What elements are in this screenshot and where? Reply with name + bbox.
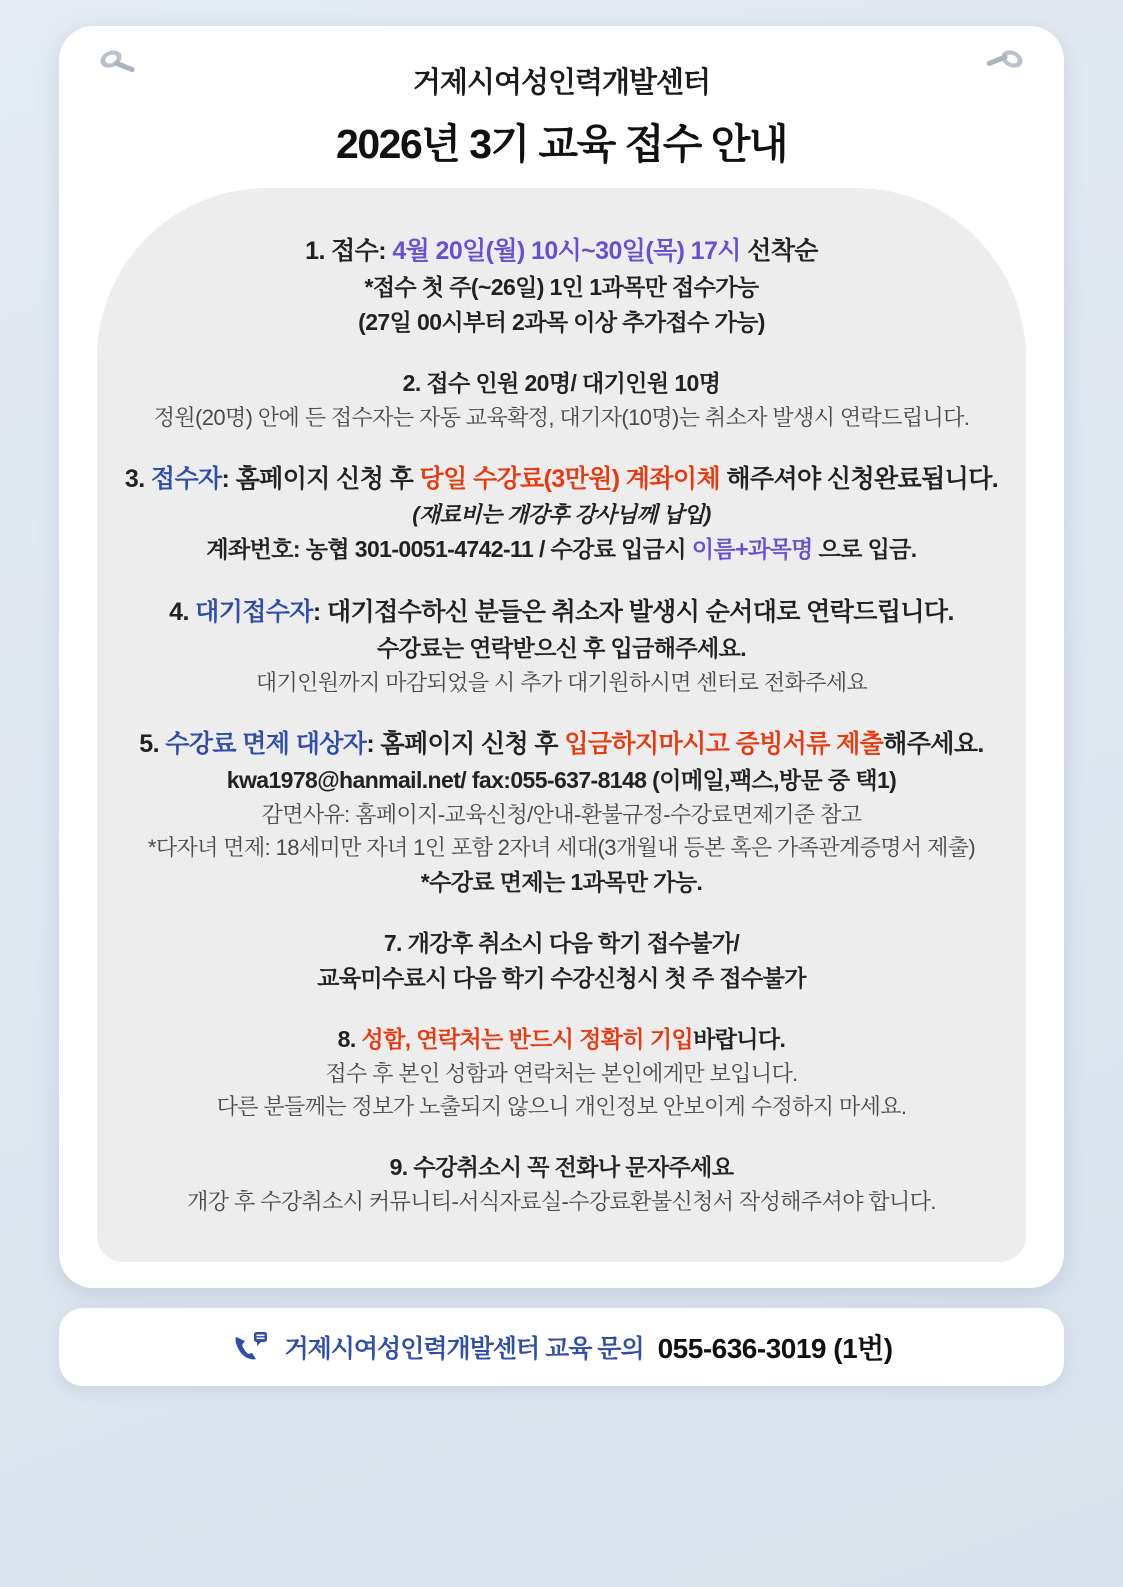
reception-prefix: 1. 접수: bbox=[305, 237, 393, 265]
reception-period: 4월 20일(월) 10시~30일(목) 17시 bbox=[392, 237, 741, 265]
section-reception bbox=[121, 232, 1002, 340]
reception-suffix: 선착순 bbox=[740, 237, 818, 265]
waiting-number: 4. bbox=[169, 597, 196, 626]
waiting-payment-note: 수강료는 연락받으신 후 입금해주세요. bbox=[376, 634, 747, 661]
organization-name: 거제시여성인력개발센터 bbox=[412, 67, 711, 99]
notice-body bbox=[97, 188, 1026, 1262]
section-waiting bbox=[121, 593, 1002, 699]
cancel-refund-form-note: 개강 후 수강취소시 커뮤니티-서식자료실-수강료환불신청서 작성해주셔야 합니다. bbox=[187, 1188, 936, 1214]
contact-accuracy-suffix: 바랍니다. bbox=[693, 1025, 786, 1052]
contact-accuracy-main bbox=[121, 1022, 1002, 1057]
exemption-contact: kwa1978@hanmail.net/ fax:055-637-8148 (이메일,팩스,방문 중 택1) bbox=[226, 767, 897, 794]
exemption-suffix: 해주세요. bbox=[883, 730, 984, 759]
section-capacity bbox=[121, 366, 1002, 434]
reception-extra-rule: (27일 00시부터 2과목 이상 추가접수 가능) bbox=[358, 308, 765, 335]
exemption-main-line bbox=[121, 725, 1002, 763]
exemption-number: 5. bbox=[139, 730, 166, 759]
exemption-course-limit: *수강료 면제는 1과목만 가능. bbox=[420, 868, 703, 895]
applicant-suffix: 해주셔야 신청완료됩니다. bbox=[720, 465, 999, 494]
material-fee-note bbox=[121, 498, 1002, 531]
notice-card bbox=[59, 26, 1064, 1288]
reception-period-line bbox=[121, 232, 1002, 270]
section-cancel-call bbox=[121, 1150, 1002, 1218]
applicant-number: 3. bbox=[124, 465, 151, 494]
exemption-mid: : 홈페이지 신청 후 bbox=[366, 730, 565, 759]
cancel-policy-line-2: 교육미수료시 다음 학기 수강신청시 첫 주 접수불가 bbox=[317, 964, 806, 991]
footer-label: 거제시여성인력개발센터 교육 문의 bbox=[284, 1334, 644, 1363]
applicant-payment-highlight: 당일 수강료(3만원) 계좌이체 bbox=[419, 465, 721, 494]
exemption-highlight: 입금하지마시고 증빙서류 제출 bbox=[564, 730, 884, 759]
waiting-extra-note: 대기인원까지 마감되었을 시 추가 대기원하시면 센터로 전화주세요 bbox=[255, 669, 868, 695]
material-fee-text: (재료비는 개강후 강사님께 납입) bbox=[412, 502, 711, 528]
page-title: 2026년 3기 교육 접수 안내 bbox=[336, 121, 787, 167]
contact-privacy-note-1: 접수 후 본인 성함과 연락처는 본인에게만 보입니다. bbox=[325, 1060, 798, 1086]
bank-account-line bbox=[121, 532, 1002, 567]
bank-deposit-suffix: 으로 입금. bbox=[812, 535, 917, 562]
cancel-call-line: 9. 수강취소시 꼭 전화나 문자주세요 bbox=[389, 1153, 734, 1180]
waiting-main-line bbox=[121, 593, 1002, 631]
bank-deposit-mid: 수강료 입금시 bbox=[550, 535, 692, 562]
exemption-reason-guide: 감면사유: 홈페이지-교육신청/안내-환불규정-수강료면제기준 참고 bbox=[261, 802, 862, 828]
exemption-multichild-rule: *다자녀 면제: 18세미만 자녀 1인 포함 2자녀 세대(3개월내 등본 혹은 가족관계증명서 제출) bbox=[147, 835, 976, 861]
footer-phone-number: 055-636-3019 (1번) bbox=[657, 1332, 893, 1364]
footer-inner bbox=[230, 1327, 892, 1367]
section-exemption bbox=[121, 725, 1002, 900]
waiting-suffix: : 대기접수하신 분들은 취소자 발생시 순서대로 연락드립니다. bbox=[312, 597, 954, 626]
footer-contact-bar bbox=[59, 1308, 1064, 1386]
bank-deposit-format: 이름+과목명 bbox=[691, 535, 813, 562]
capacity-detail: 정원(20명) 안에 든 접수자는 자동 교육확정, 대기자(10명)는 취소자 발생시 연락드립니다. bbox=[153, 404, 970, 430]
reception-first-week-rule: *접수 첫 주(~26일) 1인 1과목만 접수가능 bbox=[364, 274, 759, 300]
applicant-main-line bbox=[121, 460, 1002, 498]
cancel-policy-line-1: 7. 개강후 취소시 다음 학기 접수불가/ bbox=[383, 929, 740, 956]
contact-accuracy-highlight: 성함, 연락처는 반드시 정확히 기입 bbox=[361, 1025, 694, 1052]
contact-privacy-note-2: 다른 분들께는 정보가 노출되지 않으니 개인정보 안보이게 수정하지 마세요. bbox=[216, 1094, 907, 1120]
exemption-label: 수강료 면제 대상자 bbox=[165, 730, 367, 759]
applicant-label: 접수자 bbox=[150, 465, 222, 494]
bank-account-number: 계좌번호: 농협 301-0051-4742-11 / bbox=[206, 535, 551, 562]
section-cancel-policy bbox=[121, 926, 1002, 996]
applicant-mid: : 홈페이지 신청 후 bbox=[221, 465, 420, 494]
waiting-label: 대기접수자 bbox=[195, 597, 313, 626]
poster-header bbox=[85, 60, 1038, 170]
section-contact-accuracy bbox=[121, 1022, 1002, 1124]
contact-accuracy-number: 8. bbox=[337, 1025, 362, 1052]
phone-icon bbox=[230, 1329, 270, 1365]
section-applicant bbox=[121, 460, 1002, 566]
capacity-headline: 2. 접수 인원 20명/ 대기인원 10명 bbox=[402, 369, 721, 396]
